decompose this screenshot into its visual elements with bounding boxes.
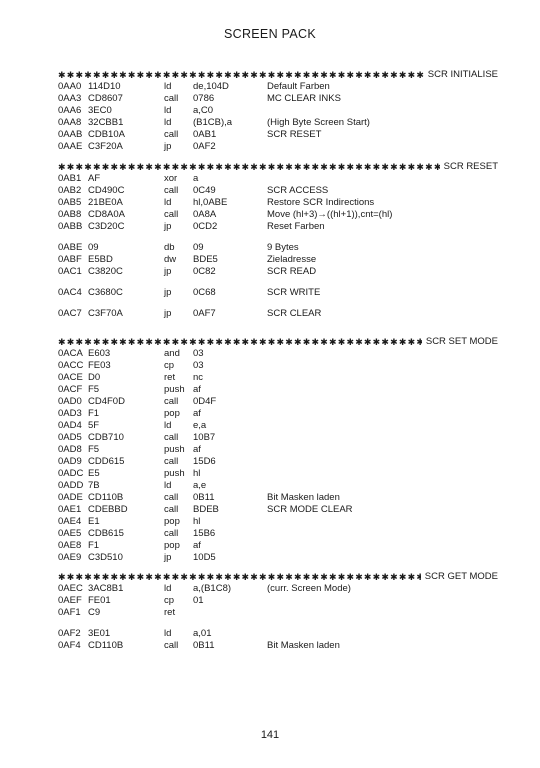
opcode-bytes: 3EC0 [88, 105, 112, 116]
address: 0AB8 [58, 209, 82, 220]
comment: 9 Bytes [267, 242, 299, 253]
mnemonic: ld [164, 583, 172, 594]
operand: BDE5 [193, 254, 218, 265]
comment [267, 420, 498, 432]
operand: af [193, 444, 201, 455]
comment [267, 396, 498, 408]
comment [267, 595, 498, 607]
section-scr-reset [58, 160, 498, 320]
code-line [58, 456, 498, 468]
comment [267, 480, 498, 492]
comment [267, 348, 498, 360]
comment: SCR READ [267, 266, 317, 277]
comment [267, 468, 498, 480]
address: 0ADE [58, 492, 83, 503]
mnemonic: call [164, 432, 179, 443]
comment [267, 540, 498, 552]
address: 0AD4 [58, 420, 82, 431]
mnemonic: call [164, 528, 179, 539]
address: 0AEC [58, 583, 83, 594]
comment [267, 516, 498, 528]
page-title: SCREEN PACK [224, 27, 316, 41]
mnemonic: and [164, 348, 180, 359]
code-line [58, 173, 498, 185]
mnemonic: call [164, 640, 179, 651]
mnemonic: call [164, 504, 179, 515]
address: 0AD5 [58, 432, 82, 443]
code-line [58, 628, 498, 640]
mnemonic: jp [164, 141, 172, 152]
opcode-bytes: CDB10A [88, 129, 125, 140]
code-line [58, 384, 498, 396]
section-scr-set-mode [58, 335, 498, 564]
address: 0ACC [58, 360, 84, 371]
mnemonic: call [164, 492, 179, 503]
address: 0AA8 [58, 117, 82, 128]
code-line [58, 81, 498, 93]
code-line [58, 583, 498, 595]
operand: 0D4F [193, 396, 217, 407]
mnemonic: push [164, 444, 185, 455]
operand: af [193, 540, 201, 551]
address: 0AC7 [58, 308, 82, 319]
code-line [58, 348, 498, 360]
comment: Default Farben [267, 81, 330, 92]
opcode-bytes: 3E01 [88, 628, 111, 639]
opcode-bytes: E1 [88, 516, 100, 527]
section-separator [58, 335, 498, 348]
address: 0AAE [58, 141, 83, 152]
comment: SCR MODE CLEAR [267, 504, 353, 515]
comment [267, 141, 498, 153]
operand: a,(B1C8) [193, 583, 232, 594]
address: 0AA0 [58, 81, 82, 92]
mnemonic: ld [164, 81, 172, 92]
asterisk-rule [58, 336, 422, 348]
opcode-bytes: F1 [88, 540, 100, 551]
operand: 03 [193, 360, 204, 371]
comment [267, 173, 498, 185]
operand: 0AF7 [193, 308, 216, 319]
operand: (B1CB),a [193, 117, 233, 128]
code-line [58, 516, 498, 528]
mnemonic: call [164, 456, 179, 467]
address: 0AE4 [58, 516, 82, 527]
operand: 01 [193, 595, 204, 606]
address: 0AF2 [58, 628, 81, 639]
opcode-bytes: CDB710 [88, 432, 124, 443]
comment [267, 432, 498, 444]
operand: hl,0ABE [193, 197, 228, 208]
operand: hl [193, 468, 201, 479]
comment: SCR ACCESS [267, 185, 329, 196]
address: 0AF1 [58, 607, 81, 618]
mnemonic: ld [164, 197, 172, 208]
mnemonic: ld [164, 480, 172, 491]
comment [267, 360, 498, 372]
opcode-bytes: CD8607 [88, 93, 123, 104]
operand: BDEB [193, 504, 219, 515]
mnemonic: call [164, 185, 179, 196]
code-line [58, 396, 498, 408]
section-separator [58, 570, 498, 583]
opcode-bytes: 09 [88, 242, 99, 253]
address: 0ADD [58, 480, 84, 491]
code-line [58, 607, 498, 619]
section-name: SCR INITIALISE [427, 68, 498, 80]
operand: 03 [193, 348, 204, 359]
opcode-bytes: CD4F0D [88, 396, 125, 407]
mnemonic: jp [164, 308, 172, 319]
mnemonic: cp [164, 595, 175, 606]
operand: 15B6 [193, 528, 216, 539]
code-line [58, 360, 498, 372]
address: 0AD8 [58, 444, 82, 455]
opcode-bytes: CDD615 [88, 456, 125, 467]
mnemonic: ret [164, 607, 176, 618]
code-line [58, 492, 498, 504]
address: 0ACF [58, 384, 83, 395]
code-line [58, 93, 498, 105]
section-name: SCR SET MODE [425, 335, 498, 347]
comment: SCR RESET [267, 129, 322, 140]
section-name: SCR GET MODE [424, 570, 498, 582]
address: 0AB1 [58, 173, 82, 184]
opcode-bytes: 7B [88, 480, 100, 491]
address: 0AB2 [58, 185, 82, 196]
operand: 0AF2 [193, 141, 216, 152]
mnemonic: call [164, 129, 179, 140]
address: 0ABE [58, 242, 83, 253]
operand [193, 607, 267, 619]
section-scr-initialise [58, 68, 498, 153]
code-line [58, 185, 498, 197]
address: 0ACA [58, 348, 83, 359]
mnemonic: ld [164, 117, 172, 128]
opcode-bytes: F1 [88, 408, 100, 419]
operand: de,104D [193, 81, 229, 92]
mnemonic: pop [164, 540, 180, 551]
opcode-bytes: C3680C [88, 287, 123, 298]
opcode-bytes: C3820C [88, 266, 123, 277]
comment [267, 372, 498, 384]
code-line [58, 105, 498, 117]
code-line [58, 468, 498, 480]
operand: 0C68 [193, 287, 216, 298]
code-line [58, 254, 498, 266]
comment [267, 528, 498, 540]
address: 0AA3 [58, 93, 82, 104]
opcode-bytes: C9 [88, 607, 101, 618]
mnemonic: jp [164, 221, 172, 232]
operand: 0CD2 [193, 221, 218, 232]
comment: (curr. Screen Mode) [267, 583, 351, 594]
comment: Bit Masken laden [267, 640, 340, 651]
opcode-bytes: C3D510 [88, 552, 123, 563]
code-line [58, 552, 498, 564]
code-line [58, 408, 498, 420]
opcode-bytes: 3AC8B1 [88, 583, 124, 594]
opcode-bytes: C3D20C [88, 221, 125, 232]
opcode-bytes: CD8A0A [88, 209, 125, 220]
mnemonic: dw [164, 254, 177, 265]
comment: Zieladresse [267, 254, 317, 265]
comment [267, 607, 498, 619]
mnemonic: push [164, 384, 185, 395]
operand: 0786 [193, 93, 215, 104]
mnemonic: cp [164, 360, 175, 371]
code-line [58, 266, 498, 278]
operand: 09 [193, 242, 204, 253]
mnemonic: jp [164, 552, 172, 563]
operand: 10B7 [193, 432, 216, 443]
opcode-bytes: CD110B [88, 492, 124, 503]
mnemonic: ld [164, 420, 172, 431]
comment [267, 105, 498, 117]
comment: (High Byte Screen Start) [267, 117, 370, 128]
address: 0AF4 [58, 640, 81, 651]
mnemonic: call [164, 209, 179, 220]
address: 0AE5 [58, 528, 82, 539]
opcode-bytes: E603 [88, 348, 111, 359]
section-separator [58, 68, 498, 81]
comment: Restore SCR Indirections [267, 197, 375, 208]
operand: hl [193, 516, 201, 527]
address: 0AC4 [58, 287, 82, 298]
operand: 0A8A [193, 209, 217, 220]
address: 0AE8 [58, 540, 82, 551]
code-line [58, 432, 498, 444]
opcode-bytes: E5BD [88, 254, 113, 265]
address: 0AA6 [58, 105, 82, 116]
code-line [58, 504, 498, 516]
opcode-bytes: C3F20A [88, 141, 123, 152]
comment [267, 628, 498, 640]
blank-line [58, 233, 498, 242]
address: 0AE1 [58, 504, 82, 515]
code-line [58, 528, 498, 540]
mnemonic: ld [164, 105, 172, 116]
comment [267, 552, 498, 564]
mnemonic: xor [164, 173, 178, 184]
opcode-bytes: 114D10 [88, 81, 121, 92]
opcode-bytes: CD110B [88, 640, 124, 651]
opcode-bytes: FE03 [88, 360, 111, 371]
operand: af [193, 408, 201, 419]
address: 0AE9 [58, 552, 82, 563]
operand: 0B11 [193, 640, 215, 651]
operand: a [193, 173, 199, 184]
section-name: SCR RESET [443, 160, 498, 172]
operand: 15D6 [193, 456, 216, 467]
comment [267, 408, 498, 420]
address: 0AEF [58, 595, 82, 606]
address: 0ACE [58, 372, 83, 383]
code-line [58, 372, 498, 384]
opcode-bytes: FE01 [88, 595, 111, 606]
section-scr-get-mode [58, 570, 498, 652]
address: 0AD3 [58, 408, 82, 419]
blank-line [58, 278, 498, 287]
blank-line [58, 619, 498, 628]
comment: SCR WRITE [267, 287, 321, 298]
code-line [58, 242, 498, 254]
code-line [58, 221, 498, 233]
address: 0AD9 [58, 456, 82, 467]
mnemonic: call [164, 93, 179, 104]
mnemonic: pop [164, 516, 180, 527]
code-line [58, 197, 498, 209]
address: 0AC1 [58, 266, 82, 277]
mnemonic: pop [164, 408, 180, 419]
address: 0ABF [58, 254, 82, 265]
operand: a,C0 [193, 105, 214, 116]
opcode-bytes: CD490C [88, 185, 125, 196]
mnemonic: jp [164, 287, 172, 298]
code-line [58, 444, 498, 456]
opcode-bytes: CDEBBD [88, 504, 128, 515]
operand: 0B11 [193, 492, 215, 503]
operand: 0C49 [193, 185, 216, 196]
comment: Reset Farben [267, 221, 325, 232]
address: 0AAB [58, 129, 83, 140]
comment [267, 384, 498, 396]
asterisk-rule [58, 571, 421, 583]
operand: a,01 [193, 628, 212, 639]
mnemonic: db [164, 242, 175, 253]
comment [267, 444, 498, 456]
opcode-bytes: 5F [88, 420, 100, 431]
code-line [58, 141, 498, 153]
address: 0ADC [58, 468, 84, 479]
opcode-bytes: F5 [88, 444, 100, 455]
comment [267, 456, 498, 468]
code-line [58, 117, 498, 129]
comment: Move (hl+3)→((hl+1)),cnt=(hl) [267, 209, 393, 220]
code-line [58, 308, 498, 320]
address: 0AB5 [58, 197, 82, 208]
address: 0AD0 [58, 396, 82, 407]
page-number: 141 [260, 729, 280, 741]
asterisk-rule [58, 161, 440, 173]
code-line [58, 420, 498, 432]
mnemonic: push [164, 468, 185, 479]
code-line [58, 540, 498, 552]
opcode-bytes: C3F70A [88, 308, 123, 319]
opcode-bytes: F5 [88, 384, 100, 395]
section-separator [58, 160, 498, 173]
address: 0ABB [58, 221, 83, 232]
opcode-bytes: 21BE0A [88, 197, 123, 208]
mnemonic: ret [164, 372, 176, 383]
comment: Bit Masken laden [267, 492, 340, 503]
operand: 0C82 [193, 266, 216, 277]
mnemonic: jp [164, 266, 172, 277]
operand: nc [193, 372, 204, 383]
code-line [58, 595, 498, 607]
opcode-bytes: D0 [88, 372, 101, 383]
operand: a,e [193, 480, 207, 491]
operand: e,a [193, 420, 207, 431]
opcode-bytes: AF [88, 173, 101, 184]
operand: 10D5 [193, 552, 216, 563]
opcode-bytes: 32CBB1 [88, 117, 124, 128]
code-line [58, 640, 498, 652]
asterisk-rule [58, 69, 424, 81]
mnemonic: call [164, 396, 179, 407]
comment: MC CLEAR INKS [267, 93, 341, 104]
mnemonic: ld [164, 628, 172, 639]
code-line [58, 480, 498, 492]
code-line [58, 209, 498, 221]
comment: SCR CLEAR [267, 308, 322, 319]
blank-line [58, 299, 498, 308]
opcode-bytes: E5 [88, 468, 100, 479]
code-line [58, 129, 498, 141]
operand: af [193, 384, 201, 395]
operand: 0AB1 [193, 129, 217, 140]
code-line [58, 287, 498, 299]
opcode-bytes: CDB615 [88, 528, 124, 539]
